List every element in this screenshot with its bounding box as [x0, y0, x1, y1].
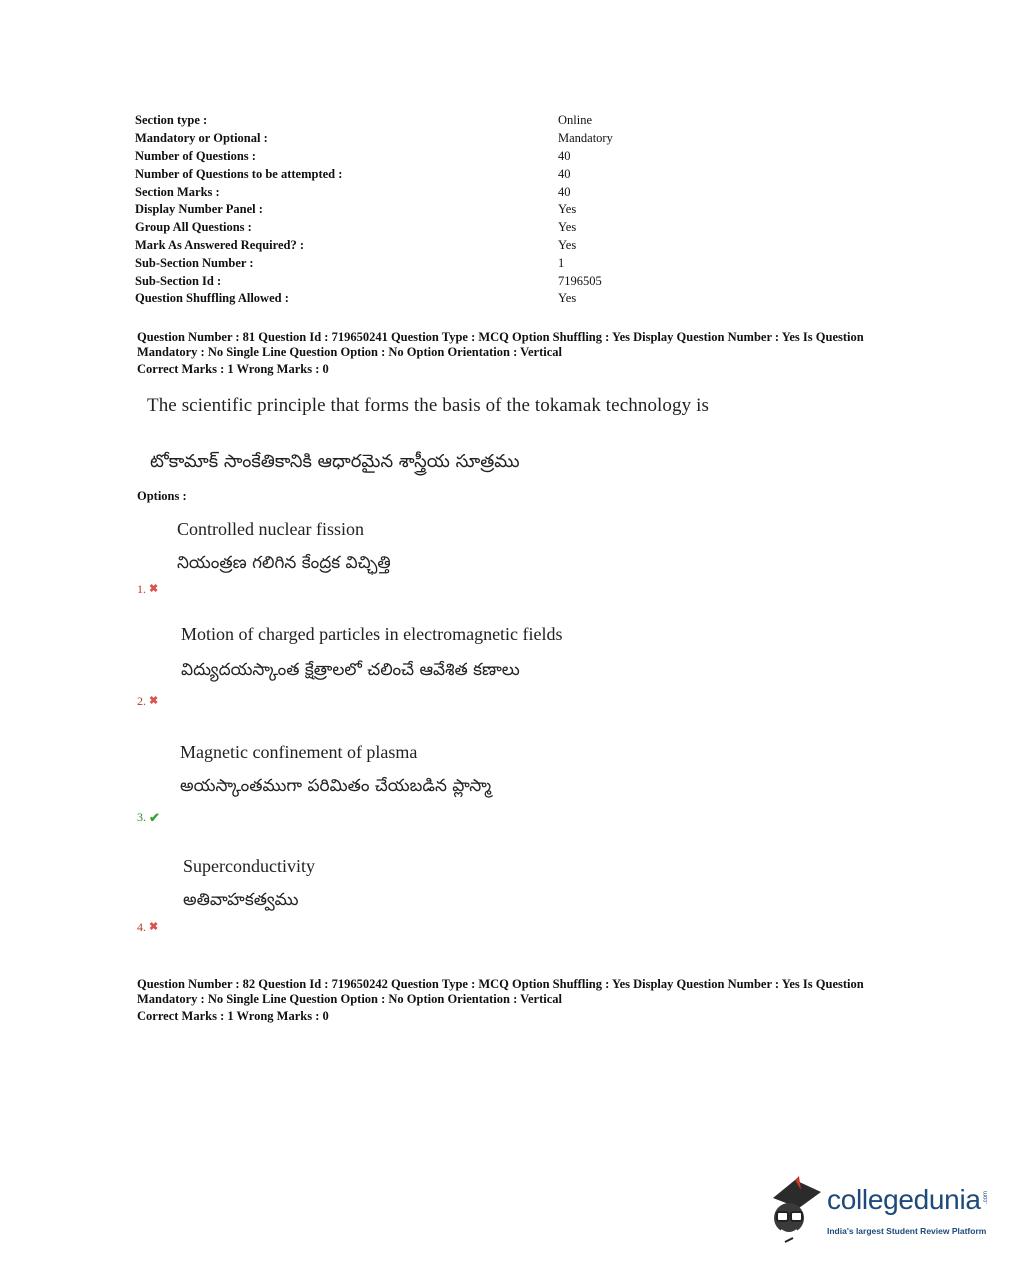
question-81-marks: Correct Marks : 1 Wrong Marks : 0: [137, 362, 329, 376]
section-info-row: [135, 237, 695, 255]
section-info-label: Sub-Section Id :: [135, 273, 222, 288]
section-info-value: Yes: [558, 237, 577, 252]
section-info-value: Yes: [558, 291, 577, 306]
question-header-line: Mandatory : No Single Line Question Option : No Option Orientation : Vertical: [137, 345, 563, 359]
section-info-label: Number of Questions :: [135, 148, 256, 163]
section-info-row: [135, 219, 695, 237]
option-4-telugu: అతివాహకత్వము: [183, 890, 299, 910]
option-2-telugu: విద్యుదయస్కాంత క్షేత్రాలలో చలించే ఆవేశిత కణాలు: [181, 660, 520, 680]
logo-tagline: India's largest Student Review Platform: [827, 1226, 987, 1236]
section-info-value: 7196505: [558, 273, 602, 288]
option-number-label: 1.: [137, 582, 146, 596]
section-info-label: Section Marks :: [135, 184, 220, 199]
section-info-value: Online: [558, 113, 593, 128]
option-4-english: Superconductivity: [183, 856, 315, 876]
section-info-label: Number of Questions to be attempted :: [135, 166, 343, 181]
mascot-icon: [765, 1176, 827, 1246]
logo-domain: .com: [983, 1190, 989, 1204]
option-4-number: [137, 920, 158, 935]
option-3-telugu: అయస్కాంతముగా పరిమితం చేయబడిన ప్లాస్మా: [180, 776, 492, 796]
question-header-line: Question Number : 82 Question Id : 719650242 Question Type : MCQ Option Shuffling : Yes Display Question Number : Yes Is Question: [137, 977, 864, 991]
section-info-label: Section type :: [135, 113, 208, 128]
section-info-label: Mark As Answered Required? :: [135, 237, 304, 252]
cross-icon: ✖: [149, 695, 159, 707]
logo-wordmark: collegedunia: [827, 1184, 981, 1215]
section-info-value: 1: [558, 255, 565, 270]
cross-icon: ✖: [149, 921, 159, 933]
section-info-value: Mandatory: [558, 131, 613, 146]
section-info-row: [135, 112, 695, 130]
section-info-label: Question Shuffling Allowed :: [135, 291, 289, 306]
section-info-value: 40: [558, 166, 571, 181]
option-number-label: 2.: [137, 694, 146, 708]
cross-icon: ✖: [149, 583, 159, 595]
question-82-header: [137, 977, 927, 1007]
collegedunia-logo: [765, 1176, 995, 1246]
section-info-label: Display Number Panel :: [135, 202, 263, 217]
option-1-number: [137, 582, 158, 597]
question-text-english: The scientific principle that forms the basis of the tokamak technology is: [147, 395, 709, 416]
section-info-label: Group All Questions :: [135, 220, 252, 235]
option-2-english: Motion of charged particles in electromagnetic fields: [181, 624, 563, 644]
section-info-row: [135, 290, 695, 308]
section-info-row: [135, 165, 695, 183]
section-info-row: [135, 183, 695, 201]
section-info-table: [135, 112, 695, 308]
option-2-number: [137, 694, 158, 709]
option-number-label: 3.: [137, 810, 146, 824]
section-info-label: Sub-Section Number :: [135, 255, 254, 270]
section-info-value: 40: [558, 184, 571, 199]
question-header-line: Mandatory : No Single Line Question Option : No Option Orientation : Vertical: [137, 992, 563, 1006]
question-text-telugu: టోకామాక్ సాంకేతికానికి ఆధారమైన శాస్త్రీయ సూత్రము: [150, 451, 520, 472]
section-info-label: Mandatory or Optional :: [135, 131, 268, 146]
section-info-row: [135, 254, 695, 272]
section-info-row: [135, 130, 695, 148]
option-number-label: 4.: [137, 920, 146, 934]
section-info-value: Yes: [558, 220, 577, 235]
question-81-header: [137, 330, 927, 360]
section-info-value: Yes: [558, 202, 577, 217]
options-label: Options :: [137, 489, 187, 503]
question-header-line: Question Number : 81 Question Id : 719650241 Question Type : MCQ Option Shuffling : Yes Display Question Number : Yes Is Question: [137, 330, 864, 344]
option-3-number: [137, 810, 160, 825]
checkmark-icon: ✔: [149, 810, 160, 825]
option-1-english: Controlled nuclear fission: [177, 519, 364, 539]
option-1-telugu: నియంత్రణ గలిగిన కేంద్రక విచ్ఛిత్తి: [177, 553, 391, 573]
section-info-row: [135, 272, 695, 290]
section-info-value: 40: [558, 148, 571, 163]
question-82-marks: Correct Marks : 1 Wrong Marks : 0: [137, 1009, 329, 1023]
option-3-english: Magnetic confinement of plasma: [180, 742, 418, 762]
section-info-row: [135, 148, 695, 166]
section-info-row: [135, 201, 695, 219]
